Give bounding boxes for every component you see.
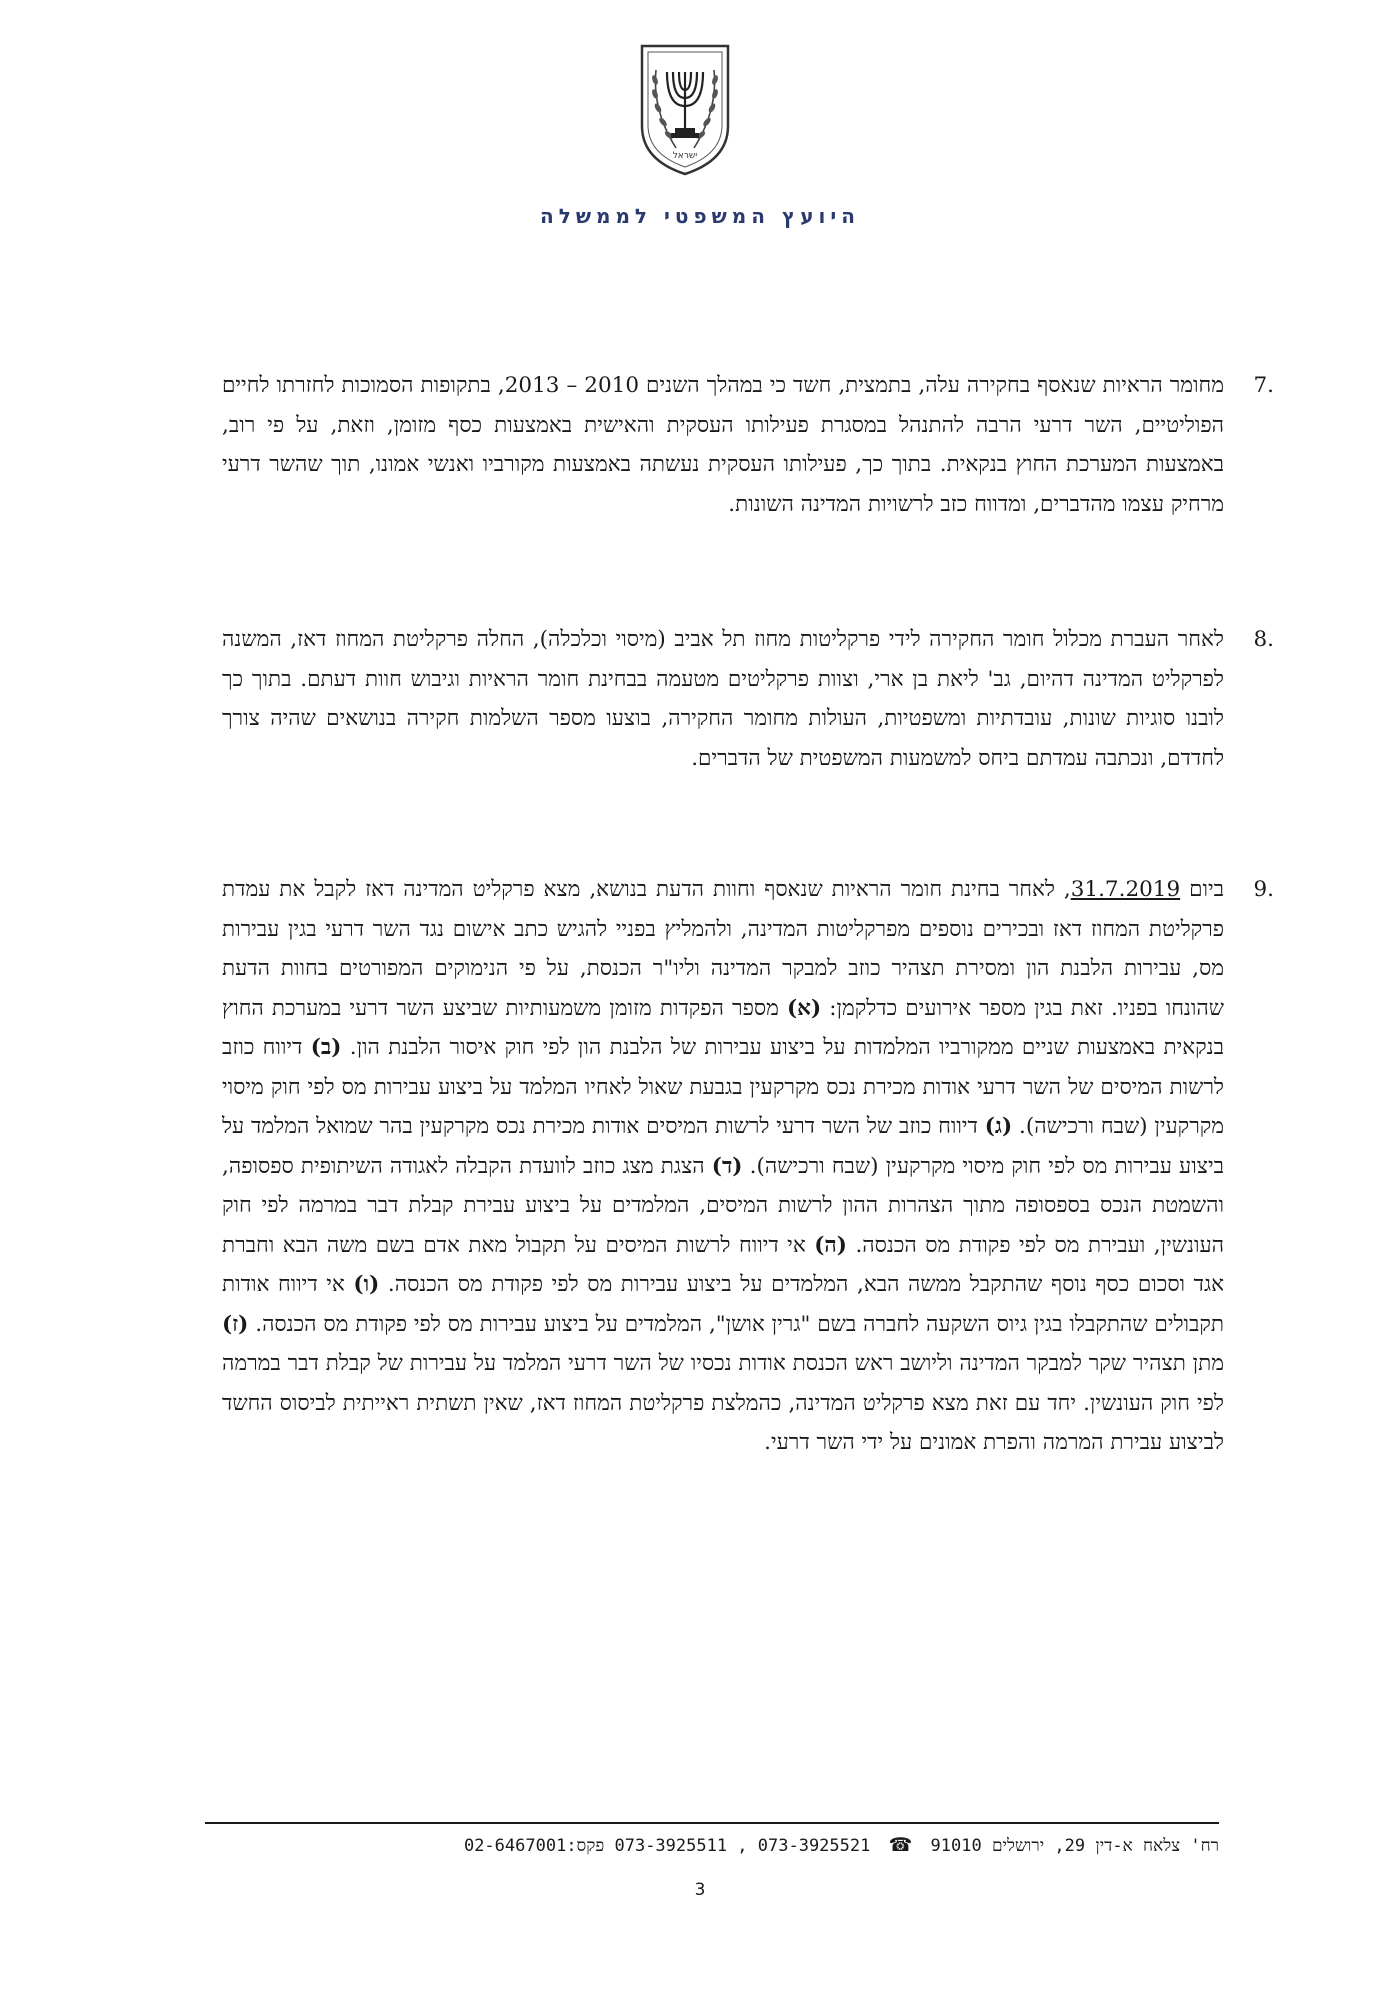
footer-fax: פקס:02-6467001 xyxy=(463,1836,605,1856)
paragraph-closing: יחד עם זאת מצא פרקליט המדינה, כהמלצת פרקליטת המחוז דאז, שאין תשתית ראייתית לביסוס החשד לביצוע עבירת המרמה והפרת אמונים על ידי השר דרעי. xyxy=(222,1390,1224,1455)
paragraph-intro: , לאחר בחינת חומר הראיות שנאסף וחוות הדעת בנושא, מצא פרקליט המדינה דאז לקבל את עמדת פרקליטת המחוז דאז ובכירים נוספים מפרקליטות המדינה, ולהמליץ בפניי להגיש כתב אישום נגד השר דרעי בגין עבירות מס, עבירות הלבנת הון ומסירת תצהיר כוזב למבקר המדינה וליו"ר הכנסת, על פי הנימוקים המפורטים בחוות הדעת שהונחו בפניו. זאת בגין מספר אירועים כדלקמן: xyxy=(222,877,1224,1021)
item-text: דיווח כוזב לרשות המיסים של השר דרעי אודות מכירת נכס מקרקעין בגבעת שאול לאחיו המלמד על ביצוע עבירות מס לפי חוק מיסוי מקרקעין (שבח ורכישה). xyxy=(222,1035,1225,1139)
paragraph-9 xyxy=(222,870,1274,1463)
item-label: (ב) xyxy=(310,1035,342,1060)
item-text: מספר הפקדות מזומן משמעותיות שביצע השר דרעי במערכת החוץ בנקאית באמצעות שניים ממקורביו המלמדות על ביצוע עבירות של הלבנת הון לפי חוק איסור הלבנת הון. xyxy=(222,995,1224,1060)
item-label: (א) xyxy=(786,995,822,1021)
paragraph-text: מחומר הראיות שנאסף בחקירה עלה, בתמצית, חשד כי במהלך השנים 2010 – 2013, בתקופות הסמוכות לחזרתו לחיים הפוליטיים, השר דרעי הרבה להתנהל במסגרת פעילותו העסקית והאישית באמצעות כסף מזומן, וזאת, על פי רוב, באמצעות המערכת החוץ בנקאית. בתוך כך, פעילותו העסקית נעשתה באמצעות מקורביו ואנשי אמונו, תוך שהשר דרעי מרחיק עצמו מהדברים, ומדווח כזב לרשויות המדינה השונות. xyxy=(222,373,1224,517)
item-label: (ד) xyxy=(711,1153,743,1179)
page-number: 3 xyxy=(694,1880,706,1900)
state-emblem-menorah-icon xyxy=(636,40,734,178)
emblem-text: ישראל xyxy=(672,151,698,161)
item-label: (ה) xyxy=(814,1232,847,1258)
telephone-icon: ☎ xyxy=(888,1834,913,1856)
office-title: היועץ המשפטי לממשלה xyxy=(539,204,861,228)
paragraph-number: .8 xyxy=(1253,627,1274,652)
item-text: הצגת מצג כוזב לוועדת הקבלה לאגודה השיתופית ספסופה, והשמטת הנכס בספסופה מתוך הצהרות ההון לרשות המיסים, המלמדים על ביצוע עבירת קבלת דבר במרמה לפי חוק העונשין, ועבירת מס לפי פקודת מס הכנסה. xyxy=(222,1153,1225,1258)
item-text: מתן תצהיר שקר למבקר המדינה וליושב ראש הכנסת אודות נכסיו של השר דרעי המלמד על עבירות של קבלת דבר במרמה לפי חוק העונשין. xyxy=(222,1351,1224,1416)
item-text: דיווח כוזב של השר דרעי לרשות המיסים אודות מכירת נכס מקרקעין בהר שמואל המלמד על ביצוע עבירות מס לפי חוק מיסוי מקרקעין (שבח ורכישה). xyxy=(222,1114,1224,1179)
footer-phones: 073-3925511 , 073-3925521 xyxy=(614,1836,871,1856)
item-label: (ו) xyxy=(353,1272,380,1297)
paragraph-intro-start: ביום xyxy=(1189,877,1224,902)
footer-contact xyxy=(464,1834,1219,1856)
paragraph-7 xyxy=(222,366,1274,524)
footer-divider xyxy=(205,1822,1219,1824)
item-text: אי דיווח לרשות המיסים על תקבול מאת אדם בשם משה הבא וחברת אגד וסכום כסף נוסף שהתקבל ממשה הבא, המלמדים על ביצוע עבירות מס לפי פקודת מס הכנסה. xyxy=(222,1232,1224,1297)
item-label: (ז) xyxy=(222,1311,249,1337)
paragraph-8 xyxy=(222,620,1274,778)
item-label: (ג) xyxy=(984,1114,1013,1139)
footer-address: רח' צלאח א-דין 29, ירושלים 91010 xyxy=(930,1836,1219,1856)
paragraph-text: לאחר העברת מכלול חומר החקירה לידי פרקליטות מחוז תל אביב (מיסוי וכלכלה), החלה פרקליטת המחוז דאז, המשנה לפרקליט המדינה דהיום, גב' ליאת בן ארי, וצוות פרקליטים מטעמה בבחינת חומר הראיות וגיבוש חוות דעתם. בתוך כך לובנו סוגיות שונות, עובדתיות ומשפטיות, העולות מחומר החקירה, בוצעו מספר השלמות חקירה בנושאים שהיה צורך לחדדם, ונכתבה עמדתם ביחס למשמעות המשפטית של הדברים. xyxy=(222,627,1224,771)
paragraph-number: .9 xyxy=(1253,877,1274,902)
state-emblem xyxy=(636,40,734,178)
paragraph-date: 31.7.2019 xyxy=(1070,877,1181,902)
item-text: אי דיווח אודות תקבולים שהתקבלו בגין גיוס השקעה לחברה בשם "גרין אושן", המלמדים על ביצוע עבירות מס לפי פקודת מס הכנסה. xyxy=(222,1272,1224,1337)
paragraph-number: .7 xyxy=(1253,373,1274,398)
